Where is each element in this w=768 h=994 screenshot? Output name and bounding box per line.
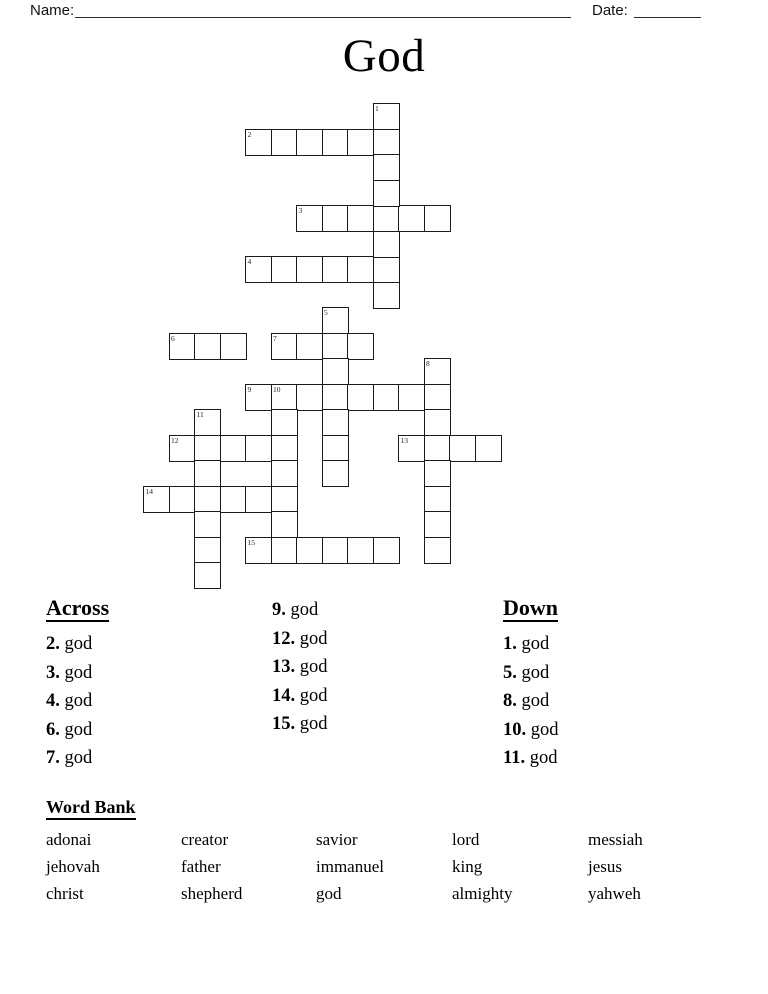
date-fill-line [634, 4, 701, 18]
grid-cell[interactable] [373, 384, 400, 411]
grid-cell[interactable] [347, 256, 374, 283]
clue-item: 6. god [46, 719, 93, 740]
grid-cell[interactable] [424, 460, 451, 487]
clue-number: 5. [503, 662, 517, 683]
clue-number: 9. [272, 600, 286, 620]
word-bank-word: shepherd [181, 883, 243, 903]
grid-cell[interactable] [347, 537, 374, 564]
crossword-grid [143, 103, 503, 591]
cell-number: 3 [298, 206, 303, 215]
grid-cell[interactable] [296, 205, 323, 232]
word-bank-word: jesus [588, 856, 622, 876]
clue-number: 3. [46, 662, 60, 683]
word-bank-word: savior [316, 830, 358, 849]
grid-cell[interactable] [245, 537, 272, 564]
grid-cell[interactable] [271, 333, 298, 360]
clue-number: 11. [503, 748, 526, 769]
word-bank-word: immanuel [316, 856, 384, 876]
grid-cell[interactable] [347, 205, 374, 232]
grid-cell[interactable] [271, 511, 298, 538]
grid-cell[interactable] [373, 231, 400, 258]
cell-number: 15 [247, 537, 255, 547]
grid-cell[interactable] [296, 256, 323, 283]
grid-cell[interactable] [398, 205, 425, 232]
across-header: Across [46, 595, 110, 620]
grid-cell[interactable] [194, 333, 221, 360]
grid-cell[interactable] [169, 333, 196, 360]
grid-cell[interactable] [296, 384, 323, 411]
grid-cell[interactable] [347, 384, 374, 411]
cell-number: 9 [247, 384, 252, 394]
grid-cell[interactable] [169, 435, 196, 462]
clue-number: 6. [46, 719, 60, 740]
grid-cell[interactable] [373, 537, 400, 564]
grid-cell[interactable] [424, 537, 451, 564]
clue-item: 11. god [503, 748, 558, 769]
word-bank-word: almighty [452, 883, 513, 903]
grid-cell[interactable] [398, 384, 425, 411]
grid-cell[interactable] [322, 358, 349, 385]
name-fill-line [75, 4, 571, 18]
across-clue-list-2 [272, 596, 328, 739]
grid-cell[interactable] [220, 435, 247, 462]
grid-cell[interactable] [424, 435, 451, 462]
grid-cell[interactable] [194, 435, 221, 462]
cell-number: 5 [324, 308, 328, 317]
clue-number: 13. [272, 657, 296, 678]
grid-cell[interactable] [424, 486, 451, 513]
across-clues-column [46, 596, 109, 773]
word-bank-word: jehovah [46, 856, 100, 876]
clue-number: 14. [272, 685, 296, 706]
grid-cell[interactable] [245, 256, 272, 283]
word-bank-word: god [316, 883, 342, 903]
grid-cell[interactable] [322, 537, 349, 564]
clue-item: 2. god [46, 634, 93, 654]
grid-cell[interactable] [373, 180, 400, 207]
word-bank [46, 798, 698, 907]
clue-number: 1. [503, 634, 517, 654]
grid-cell[interactable] [347, 129, 374, 156]
across-clues-column-continued [272, 596, 328, 739]
grid-cell[interactable] [424, 205, 451, 232]
grid-cell[interactable] [398, 435, 425, 462]
grid-cell[interactable] [322, 205, 349, 232]
grid-cell[interactable] [245, 129, 272, 156]
across-clue-list-1 [46, 630, 109, 773]
grid-cell[interactable] [194, 562, 221, 589]
grid-cell[interactable] [373, 129, 400, 156]
clue-item: 9. god [272, 600, 319, 620]
word-bank-word: creator [181, 830, 229, 849]
grid-cell[interactable] [424, 358, 451, 385]
clue-number: 12. [272, 628, 296, 649]
date-label: Date: [592, 2, 628, 19]
clue-number: 2. [46, 634, 60, 654]
word-bank-word: messiah [588, 830, 643, 849]
grid-cell[interactable] [373, 256, 400, 283]
grid-cell[interactable] [194, 409, 221, 436]
grid-cell[interactable] [322, 307, 349, 334]
clue-number: 10. [503, 719, 527, 740]
grid-cell[interactable] [424, 409, 451, 436]
clue-number: 15. [272, 714, 296, 735]
grid-cell[interactable] [322, 256, 349, 283]
clue-number: 8. [503, 691, 517, 712]
clue-item: 15. god [272, 714, 328, 735]
grid-cell[interactable] [296, 129, 323, 156]
cell-number: 2 [247, 129, 252, 139]
word-bank-header: Word Bank [46, 798, 136, 820]
word-bank-word: christ [46, 883, 84, 903]
clue-item: 4. god [46, 691, 93, 712]
grid-cell[interactable] [347, 333, 374, 360]
grid-cell[interactable] [271, 460, 298, 487]
grid-cell[interactable] [271, 537, 298, 564]
down-clues-column [503, 596, 559, 773]
grid-cell[interactable] [271, 384, 298, 411]
grid-cell[interactable] [143, 486, 170, 513]
grid-cell[interactable] [373, 154, 400, 181]
grid-cell[interactable] [322, 129, 349, 156]
down-header: Down [503, 595, 559, 620]
grid-cell[interactable] [271, 409, 298, 436]
cell-number: 7 [273, 333, 277, 343]
clue-item: 3. god [46, 662, 93, 683]
cell-number: 10 [273, 384, 281, 394]
cell-number: 14 [145, 486, 153, 496]
clue-number: 7. [46, 748, 60, 769]
grid-cell[interactable] [322, 435, 349, 462]
grid-cell[interactable] [296, 537, 323, 564]
down-clue-list [503, 630, 559, 773]
grid-cell[interactable] [271, 256, 298, 283]
word-bank-word: adonai [46, 830, 92, 849]
cell-number: 12 [171, 435, 179, 445]
clue-item: 7. god [46, 748, 93, 769]
grid-cell[interactable] [322, 460, 349, 487]
cell-number: 6 [171, 333, 175, 343]
clue-item: 8. god [503, 691, 550, 712]
grid-cell[interactable] [322, 384, 349, 411]
clue-item: 5. god [503, 662, 550, 683]
grid-cell[interactable] [194, 537, 221, 564]
grid-cell[interactable] [245, 486, 272, 513]
grid-cell[interactable] [296, 333, 323, 360]
cell-number: 4 [247, 257, 252, 266]
grid-cell[interactable] [373, 205, 400, 232]
word-bank-word: lord [452, 830, 480, 849]
cell-number: 13 [400, 435, 408, 445]
cell-number: 1 [375, 104, 379, 113]
grid-cell[interactable] [424, 384, 451, 411]
grid-cell[interactable] [220, 333, 247, 360]
clue-item: 12. god [272, 628, 328, 649]
cell-number: 8 [426, 359, 430, 368]
page-title: God [342, 30, 426, 82]
grid-cell[interactable] [194, 486, 221, 513]
grid-cell[interactable] [322, 409, 349, 436]
clue-item: 14. god [272, 685, 328, 706]
grid-cell[interactable] [245, 435, 272, 462]
clue-item: 1. god [503, 634, 550, 654]
grid-cell[interactable] [271, 129, 298, 156]
grid-cell[interactable] [373, 103, 400, 130]
cell-number: 11 [196, 410, 204, 419]
name-label: Name: [30, 2, 75, 19]
grid-cell[interactable] [271, 486, 298, 513]
clue-number: 4. [46, 691, 60, 712]
grid-cell[interactable] [169, 486, 196, 513]
word-bank-word: yahweh [588, 883, 641, 903]
clue-item: 10. god [503, 719, 559, 740]
grid-cell[interactable] [322, 333, 349, 360]
grid-cell[interactable] [245, 384, 272, 411]
grid-cell[interactable] [194, 511, 221, 538]
word-bank-word: king [452, 856, 483, 876]
word-bank-word: father [181, 856, 221, 876]
grid-cell[interactable] [271, 435, 298, 462]
clue-item: 13. god [272, 657, 328, 678]
grid-cell[interactable] [373, 282, 400, 309]
word-bank-grid [46, 827, 698, 907]
grid-cell[interactable] [424, 511, 451, 538]
grid-cell[interactable] [194, 460, 221, 487]
grid-cell[interactable] [220, 486, 247, 513]
grid-cell[interactable] [475, 435, 502, 462]
grid-cell[interactable] [449, 435, 476, 462]
